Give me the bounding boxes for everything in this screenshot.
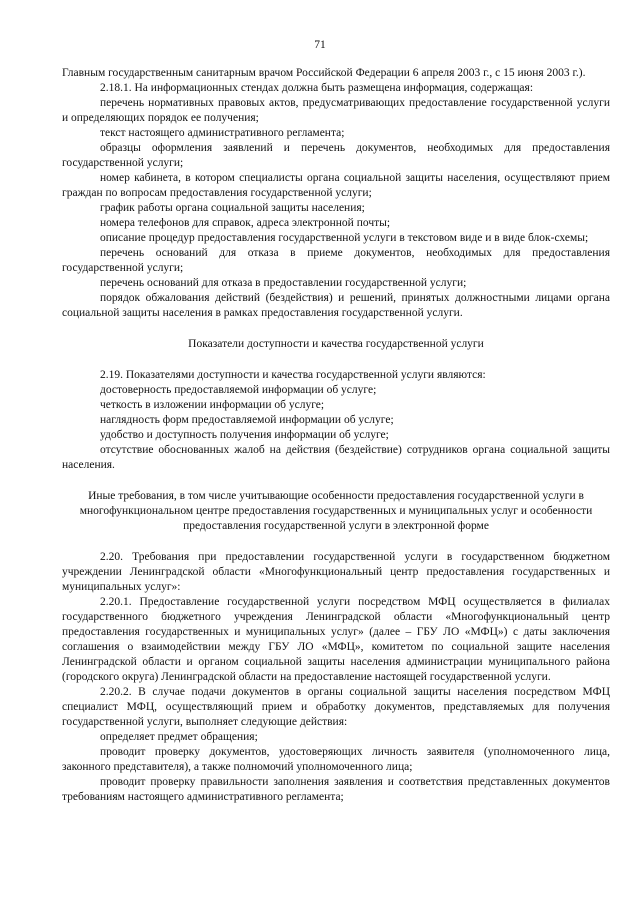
list-item: проводит проверку правильности заполнения заявления и соответствия представленных документов требованиям настоящего административного регламента; (62, 776, 610, 803)
list-item: определяет предмет обращения; (100, 731, 258, 743)
paragraph: 2.19. Показателями доступности и качества государственной услуги являются: (100, 369, 486, 381)
list-item: перечень оснований для отказа в предоставлении государственной услуги; (100, 277, 467, 289)
page-content (62, 66, 610, 805)
list-item: проводит проверку документов, удостоверяющих личность заявителя (уполномоченного лица, законного представителя), а также полномочий уполномоченного лица; (62, 746, 610, 773)
list-item: текст настоящего административного регламента; (100, 127, 345, 139)
paragraph: 2.18.1. На информационных стендах должна быть размещена информация, содержащая: (100, 82, 534, 94)
list-item: удобство и доступность получения информации об услуге; (100, 429, 389, 441)
list-item: четкость в изложении информации об услуге; (100, 399, 325, 411)
list-item: номера телефонов для справок, адреса электронной почты; (100, 217, 391, 229)
list-item: образцы оформления заявлений и перечень документов, необходимых для предоставления государственной услуги; (62, 142, 610, 169)
section-heading: Иные требования, в том числе учитывающие особенности предоставления государственной услуги в многофункциональном центре предоставления государственных и муниципальных услуг и особенности предоставления государственной услуги в электронной форме (79, 490, 593, 532)
list-item: наглядность форм предоставляемой информации об услуге; (100, 414, 394, 426)
section-heading: Показатели доступности и качества государственной услуги (188, 338, 484, 350)
list-item: достоверность предоставляемой информации об услуге; (100, 384, 377, 396)
list-item: отсутствие обоснованных жалоб на действия (бездействие) сотрудников органа социальной защиты населения. (62, 444, 610, 471)
paragraph: 2.20. Требования при предоставлении государственной услуги в государственном бюджетном учреждении Ленинградской области «Многофункциональный центр предоставления государственных и муниципальных услуг»: (62, 551, 610, 593)
list-item: описание процедур предоставления государственной услуги в текстовом виде и в виде блок-схемы; (100, 232, 589, 244)
list-item: порядок обжалования действий (бездействия) и решений, принятых должностными лицами органа социальной защиты населения в рамках предоставления государственной услуги. (62, 292, 610, 319)
list-item: перечень оснований для отказа в приеме документов, необходимых для предоставления государственной услуги; (62, 247, 610, 274)
page-number: 71 (314, 39, 326, 51)
list-item: номер кабинета, в котором специалисты органа социальной защиты населения, осуществляют прием граждан по вопросам предоставления государственной услуги; (62, 172, 610, 199)
paragraph: 2.20.1. Предоставление государственной услуги посредством МФЦ осуществляется в филиалах государственного бюджетного учреждения Ленинградской области «Многофункциональный центр предоставления государственных и муниципальных услуг» (далее – ГБУ ЛО «МФЦ») с даты заключения соглашения о взаимодействии между ГБУ ЛО «МФЦ», комитетом по социальной защите населения Ленинградской области и органом социальной защиты населения администрации муниципального района (городского округа) Ленинградской области на предоставление настоящей государственной услуги. (62, 596, 610, 683)
paragraph: Главным государственным санитарным врачом Российской Федерации 6 апреля 2003 г., с 15 июня 2003 г.). (62, 67, 586, 79)
list-item: перечень нормативных правовых актов, предусматривающих предоставление государственной услуги и определяющих порядок ее получения; (62, 97, 610, 124)
list-item: график работы органа социальной защиты населения; (100, 202, 365, 214)
paragraph: 2.20.2. В случае подачи документов в органы социальной защиты населения посредством МФЦ специалист МФЦ, осуществляющий прием и обработку документов, представляемых для получения государственной услуги, выполняет следующие действия: (62, 686, 610, 728)
